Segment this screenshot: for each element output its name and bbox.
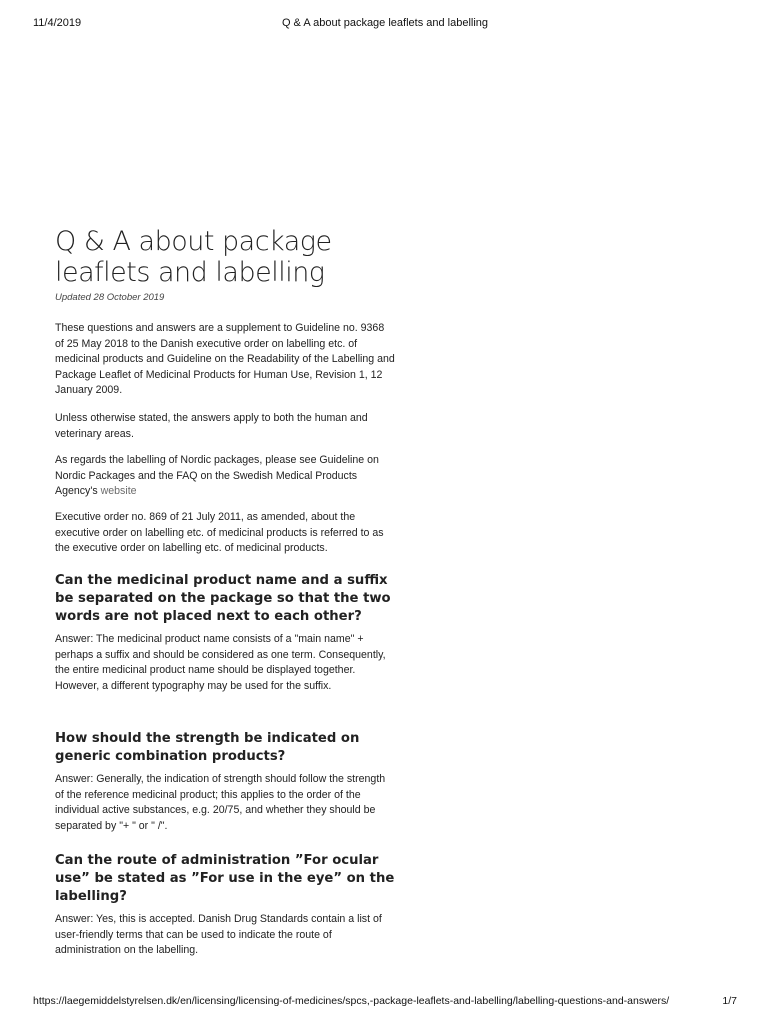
qa-item xyxy=(55,572,395,694)
print-footer-url: https://laegemiddelstyrelsen.dk/en/licensing/licensing-of-medicines/spcs,-package-leaflets-and-labelling/labelling-questions-and-answers/ xyxy=(33,995,670,1007)
print-header-date: 11/4/2019 xyxy=(33,17,82,29)
scope-paragraph: Unless otherwise stated, the answers apply to both the human and veterinary areas. xyxy=(55,412,368,440)
scope-section xyxy=(55,411,395,442)
print-footer-page-number: 1/7 xyxy=(722,995,737,1007)
answer-paragraph: Answer: Generally, the indication of strength should follow the strength of the reference medicinal product; this applies to the order of the individual active substances, e.g. 20/75, and whether they should be separated by "+ " or " /". xyxy=(55,773,386,832)
question-heading: Can the medicinal product name and a suffix be separated on the package so that the two words are not placed next to each other? xyxy=(55,573,391,624)
article xyxy=(55,226,395,957)
intro-paragraph: These questions and answers are a supplement to Guideline no. 9368 of 25 May 2018 to the Danish executive order on labelling etc. of medicinal products and Guideline on the Readability of the Labelling and Package Leaflet of Medicinal Products for Human Use, Revision 1, 12 January 2009. xyxy=(55,322,395,397)
nordic-section xyxy=(55,453,395,500)
intro-section xyxy=(55,321,395,399)
answer-paragraph: Answer: The medicinal product name consists of a "main name" + perhaps a suffix and should be considered as one term. Consequently, the entire medicinal product name should be displayed together. However, a different typography may be used for the suffix. xyxy=(55,633,386,692)
nordic-paragraph xyxy=(55,453,395,500)
print-header-title: Q & A about package leaflets and labelling xyxy=(281,17,489,29)
executive-order-paragraph: Executive order no. 869 of 21 July 2011, as amended, about the executive order on labelling etc. of medicinal products is referred to as the executive order on labelling etc. of medicinal products. xyxy=(55,511,384,555)
answer-paragraph: Answer: Yes, this is accepted. Danish Drug Standards contain a list of user-friendly terms that can be used to indicate the route of administration on the labelling. xyxy=(55,913,382,957)
executive-order-section xyxy=(55,510,395,557)
qa-item xyxy=(55,852,395,959)
qa-item xyxy=(55,730,395,834)
updated-date: Updated 28 October 2019 xyxy=(55,292,165,303)
nordic-text: As regards the labelling of Nordic packages, please see Guideline on Nordic Packages and the FAQ on the Swedish Medical Products Agency's xyxy=(55,454,379,498)
website-link[interactable]: website xyxy=(100,485,137,498)
question-heading: Can the route of administration ”For ocular use” be stated as ”For use in the eye” on the labelling? xyxy=(55,853,395,904)
page-title: Q & A about package leaflets and labelling xyxy=(55,226,332,288)
question-heading: How should the strength be indicated on generic combination products? xyxy=(55,731,360,764)
